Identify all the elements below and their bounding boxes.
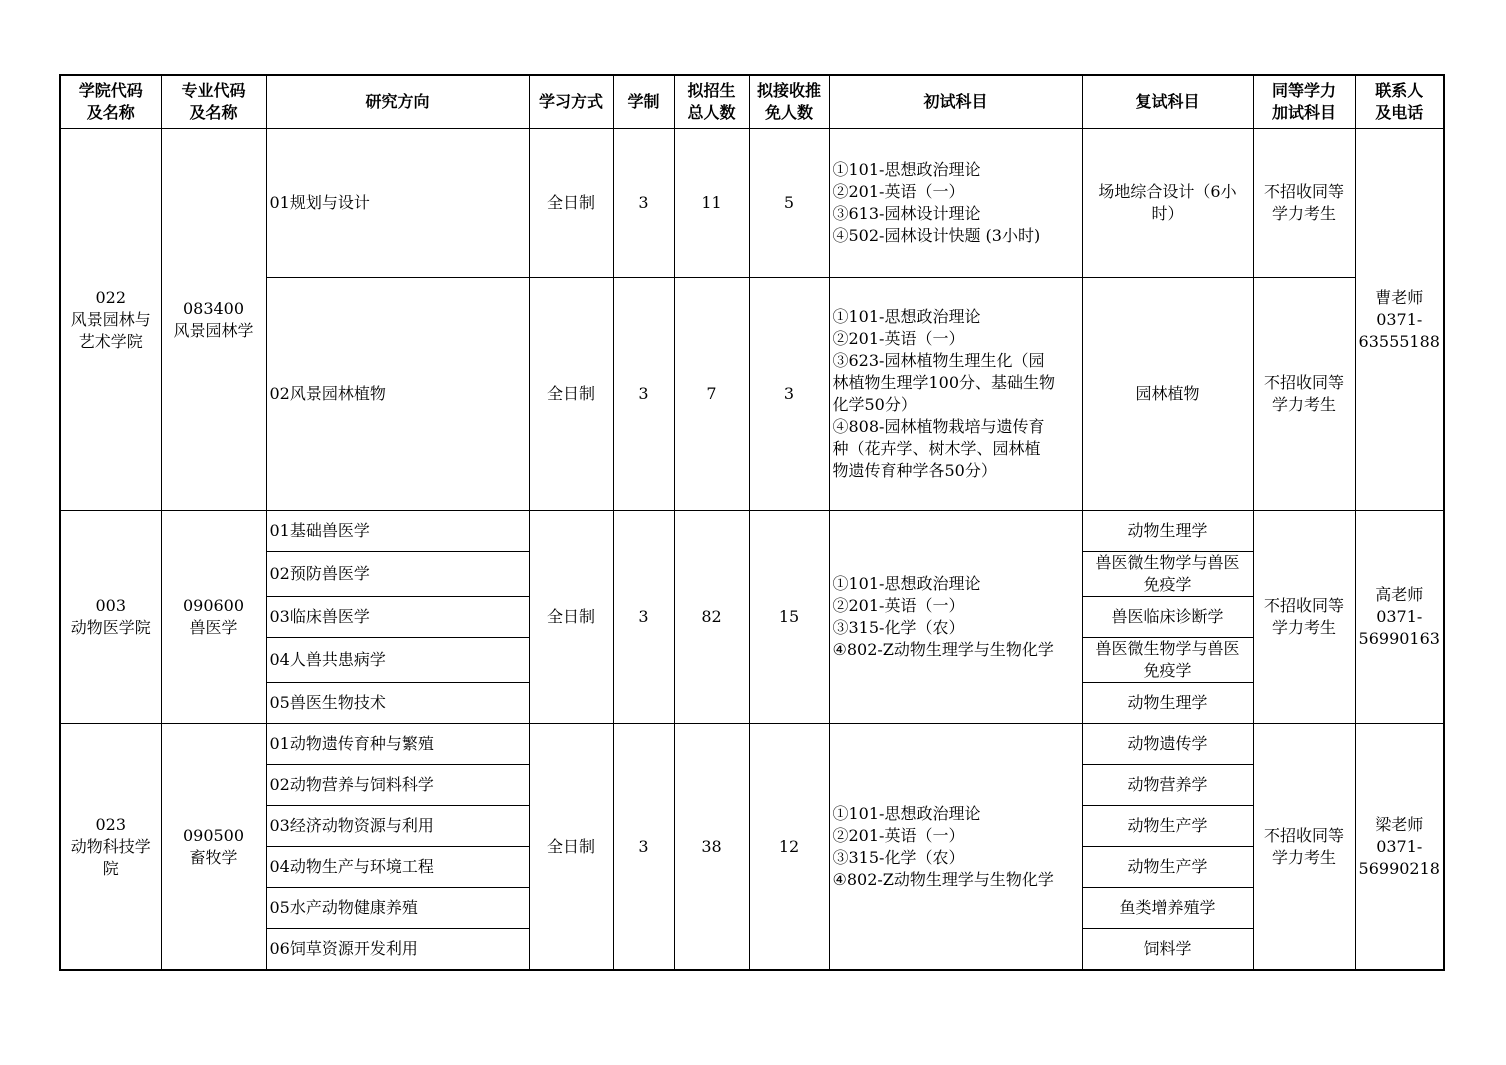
total-enroll-cell: 7	[674, 278, 749, 511]
duration-cell: 3	[613, 129, 674, 278]
equivalent-cell: 不招收同等 学力考生	[1253, 724, 1355, 971]
contact-cell: 梁老师 0371- 56990218	[1355, 724, 1444, 971]
direction-cell: 02风景园林植物	[266, 278, 529, 511]
major-cell: 083400 风景园林学	[161, 129, 266, 511]
direction-cell: 04人兽共患病学	[266, 638, 529, 683]
header-college: 学院代码 及名称	[60, 75, 161, 129]
retest-cell: 兽医微生物学与兽医 免疫学	[1082, 638, 1253, 683]
study-mode-cell: 全日制	[529, 511, 613, 724]
retest-cell: 动物生产学	[1082, 847, 1253, 888]
study-mode-cell: 全日制	[529, 724, 613, 971]
direction-cell: 03经济动物资源与利用	[266, 806, 529, 847]
total-enroll-cell: 11	[674, 129, 749, 278]
study-mode-cell: 全日制	[529, 129, 613, 278]
retest-cell: 动物生产学	[1082, 806, 1253, 847]
equivalent-cell: 不招收同等 学力考生	[1253, 278, 1355, 511]
retest-cell: 兽医微生物学与兽医 免疫学	[1082, 552, 1253, 597]
major-cell: 090600 兽医学	[161, 511, 266, 724]
college-cell: 022 风景园林与 艺术学院	[60, 129, 161, 511]
direction-cell: 06饲草资源开发利用	[266, 929, 529, 971]
recommended-cell: 5	[749, 129, 829, 278]
retest-cell: 园林植物	[1082, 278, 1253, 511]
header-row	[60, 75, 1444, 129]
college-cell: 023 动物科技学 院	[60, 724, 161, 971]
header-initial-exam: 初试科目	[829, 75, 1082, 129]
direction-cell: 03临床兽医学	[266, 597, 529, 638]
retest-cell: 场地综合设计（6小 时）	[1082, 129, 1253, 278]
recommended-cell: 3	[749, 278, 829, 511]
header-direction: 研究方向	[266, 75, 529, 129]
table-row	[60, 278, 1444, 511]
initial-exam-cell: ①101-思想政治理论 ②201-英语（一） ③315-化学（农） ④802-Z动物生理学与生物化学	[829, 724, 1082, 971]
header-study-mode: 学习方式	[529, 75, 613, 129]
header-major: 专业代码 及名称	[161, 75, 266, 129]
header-retest: 复试科目	[1082, 75, 1253, 129]
direction-cell: 05水产动物健康养殖	[266, 888, 529, 929]
duration-cell: 3	[613, 511, 674, 724]
header-duration: 学制	[613, 75, 674, 129]
table-row	[60, 511, 1444, 552]
initial-exam-cell: ①101-思想政治理论 ②201-英语（一） ③623-园林植物生理生化（园 林植物生理学100分、基础生物 化学50分） ④808-园林植物栽培与遗传育 种（花卉学、树木学、园林植 物遗传育种学各50分）	[829, 278, 1082, 511]
retest-cell: 饲料学	[1082, 929, 1253, 971]
study-mode-cell: 全日制	[529, 278, 613, 511]
direction-cell: 01基础兽医学	[266, 511, 529, 552]
header-total-enroll: 拟招生 总人数	[674, 75, 749, 129]
table-row	[60, 129, 1444, 278]
retest-cell: 鱼类增养殖学	[1082, 888, 1253, 929]
retest-cell: 动物遗传学	[1082, 724, 1253, 765]
duration-cell: 3	[613, 278, 674, 511]
direction-cell: 01规划与设计	[266, 129, 529, 278]
direction-cell: 02预防兽医学	[266, 552, 529, 597]
total-enroll-cell: 38	[674, 724, 749, 971]
duration-cell: 3	[613, 724, 674, 971]
contact-cell: 高老师 0371- 56990163	[1355, 511, 1444, 724]
recommended-cell: 15	[749, 511, 829, 724]
initial-exam-cell: ①101-思想政治理论 ②201-英语（一） ③315-化学（农） ④802-Z动物生理学与生物化学	[829, 511, 1082, 724]
equivalent-cell: 不招收同等 学力考生	[1253, 511, 1355, 724]
recommended-cell: 12	[749, 724, 829, 971]
retest-cell: 兽医临床诊断学	[1082, 597, 1253, 638]
header-equivalent: 同等学力 加试科目	[1253, 75, 1355, 129]
header-recommended: 拟接收推 免人数	[749, 75, 829, 129]
direction-cell: 04动物生产与环境工程	[266, 847, 529, 888]
header-contact: 联系人 及电话	[1355, 75, 1444, 129]
initial-exam-cell: ①101-思想政治理论 ②201-英语（一） ③613-园林设计理论 ④502-园林设计快题 (3小时)	[829, 129, 1082, 278]
direction-cell: 01动物遗传育种与繁殖	[266, 724, 529, 765]
table-row	[60, 724, 1444, 765]
retest-cell: 动物生理学	[1082, 683, 1253, 724]
admissions-table	[59, 74, 1445, 971]
contact-cell: 曹老师 0371- 63555188	[1355, 129, 1444, 511]
direction-cell: 05兽医生物技术	[266, 683, 529, 724]
major-cell: 090500 畜牧学	[161, 724, 266, 971]
retest-cell: 动物营养学	[1082, 765, 1253, 806]
equivalent-cell: 不招收同等 学力考生	[1253, 129, 1355, 278]
total-enroll-cell: 82	[674, 511, 749, 724]
college-cell: 003 动物医学院	[60, 511, 161, 724]
retest-cell: 动物生理学	[1082, 511, 1253, 552]
direction-cell: 02动物营养与饲料科学	[266, 765, 529, 806]
